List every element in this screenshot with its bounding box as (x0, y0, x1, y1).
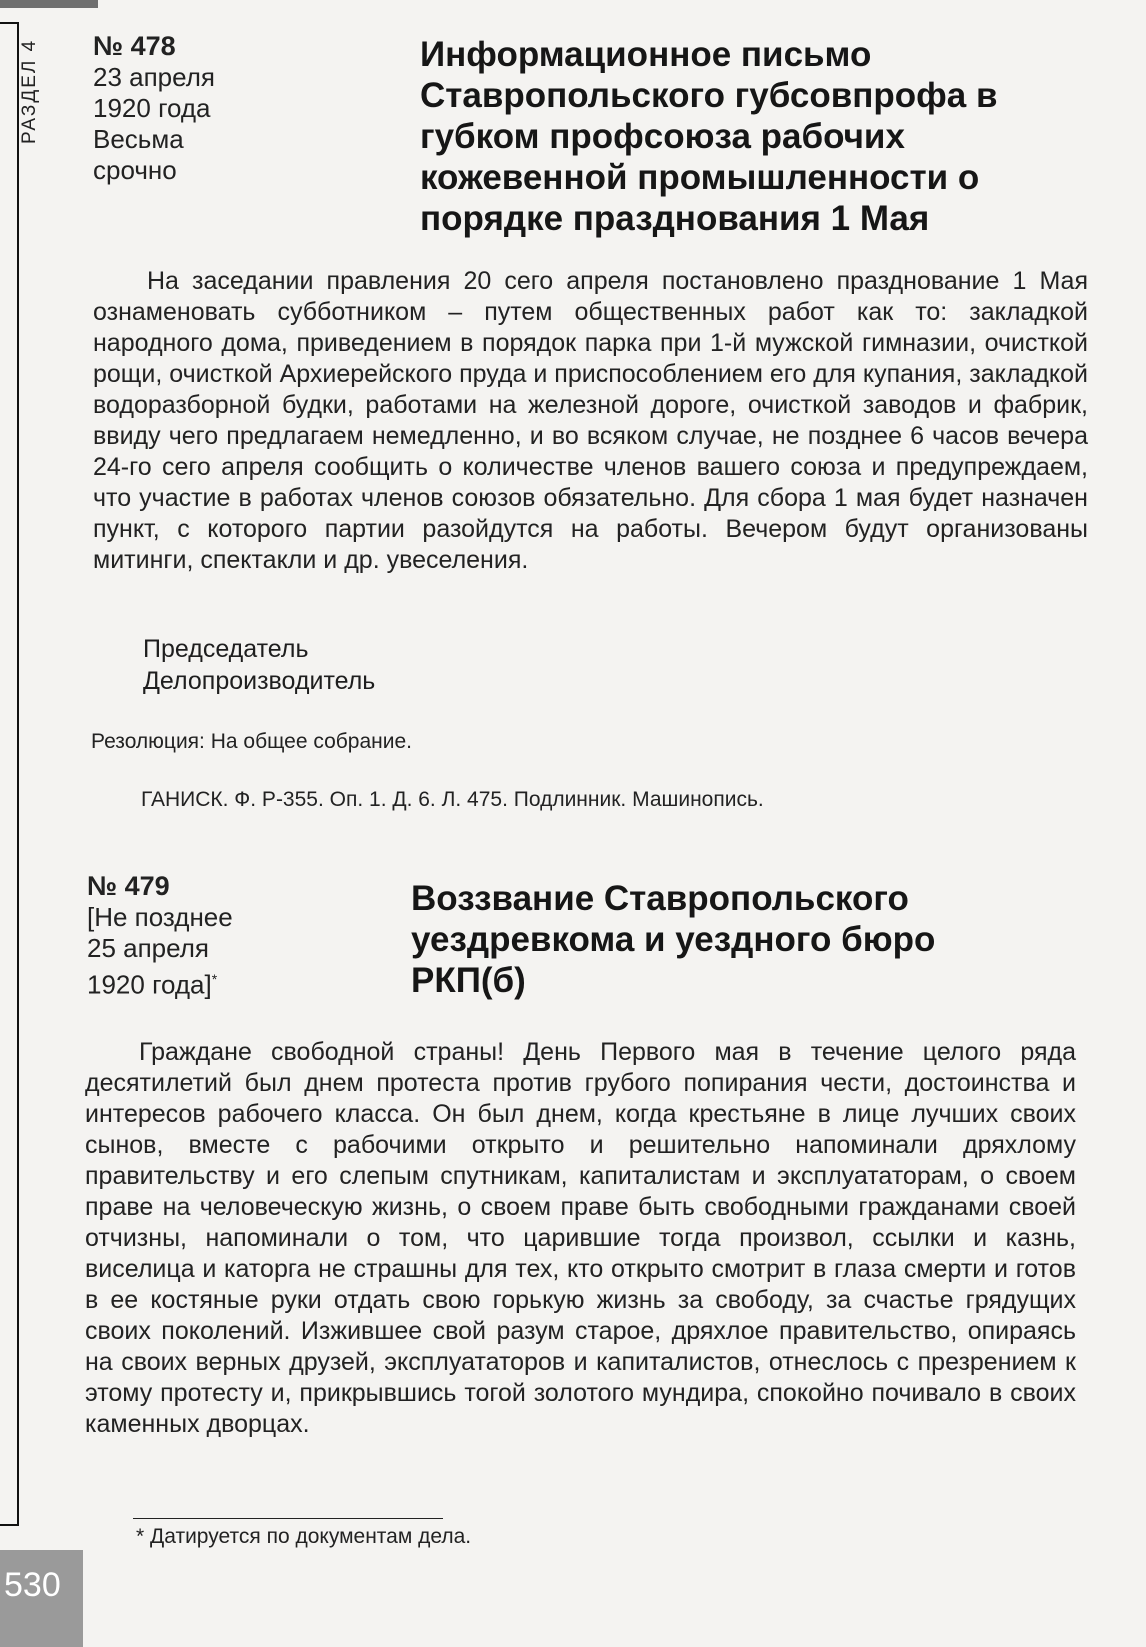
doc-479-number: № 479 (87, 871, 170, 901)
footnote-rule (133, 1518, 443, 1519)
doc-478-date-line1: 23 апреля (93, 62, 215, 92)
doc-478-source: ГАНИСК. Ф. Р-355. Оп. 1. Д. 6. Л. 475. Подлинник. Машинопись. (141, 788, 764, 811)
doc-478-meta (93, 31, 293, 186)
doc-478-resolution: Резолюция: На общее собрание. (91, 730, 412, 753)
doc-479-date-line1: [Не позднее (87, 902, 233, 932)
page-number: 530 (0, 1550, 83, 1647)
doc-479-body (85, 1037, 1076, 1440)
section-label: РАЗДЕЛ 4 (19, 38, 40, 144)
doc-478-paragraph: На заседании правления 20 сего апреля постановлено празднование 1 Мая ознаменовать субботником – путем общественных работ как то: закладкой народного дома, приведением в порядок парка при 1-й мужской гимназии, очисткой рощи, очисткой Архиерейского пруда и приспособлением его для купания, закладкой водоразборной будки, работами на железной дороге, очисткой заводов и фабрик, ввиду чего предлагаем немедленно, и во всяком случае, не позднее 6 часов вечера 24-го сего апреля сообщить о количестве членов вашего союза и предупреждаем, что участие в работах членов союзов обязательно. Для сбора 1 мая будет назначен пункт, с которого партии разойдутся на работы. Вечером будут организованы митинги, спектакли и др. увеселения. (93, 267, 1088, 574)
doc-478-signer-chair: Председатель (143, 635, 309, 663)
doc-479-paragraph: Граждане свободной страны! День Первого мая в течение целого ряда десятилетий был днем протеста против грубого попирания чести, достоинства и интересов рабочего класса. Он был днем, когда крестьяне в лице лучших своих сынов, вместе с рабочими открыто и решительно напоминали дряхлому правительству и его слепым спутникам, капиталистам и эксплуататорам, о своем праве на человеческую жизнь, о своем праве быть свободными гражданами своей отчизны, напоминали о том, что царившие тогда произвол, ссылки и казнь, виселица и каторга не страшны для тех, кто открыто смотрит в глаза смерти и готов в ее костяные руки отдать свою горькую жизнь за свободу, за счастье грядущих своих поколений. Изжившее свой разум старое, дряхлое правительство, опираясь на своих верных друзей, эксплуататоров и капиталистов, отнеслось с презрением к этому протесту и, прикрывшись тогой золотого мундира, спокойно почивало в своих каменных дворцах. (85, 1038, 1076, 1438)
doc-478-signer-clerk: Делопроизводитель (143, 667, 376, 695)
doc-478-urgency-line1: Весьма (93, 124, 184, 154)
footnote-marker: * (211, 971, 218, 987)
doc-478-body (93, 266, 1088, 576)
doc-478-date-line2: 1920 года (93, 93, 211, 123)
doc-479-meta (87, 871, 337, 1001)
doc-479-title: Воззвание Ставропольского уездревкома и уездного бюро РКП(б) (411, 879, 936, 1000)
doc-479-date-line2: 25 апреля (87, 933, 209, 963)
doc-478-urgency-line2: срочно (93, 155, 177, 185)
doc-478-number: № 478 (93, 31, 176, 61)
doc-479-date-line3: 1920 года] (87, 969, 212, 1000)
doc-478-title: Информационное письмо Ставропольского губсовпрофа в губком профсоюза рабочих кожевенной промышленности о порядке празднования 1 Мая (420, 35, 998, 238)
left-margin-frame (0, 22, 19, 1526)
footnote-text: * Датируется по документам дела. (136, 1525, 472, 1548)
top-edge-tab (0, 0, 98, 8)
